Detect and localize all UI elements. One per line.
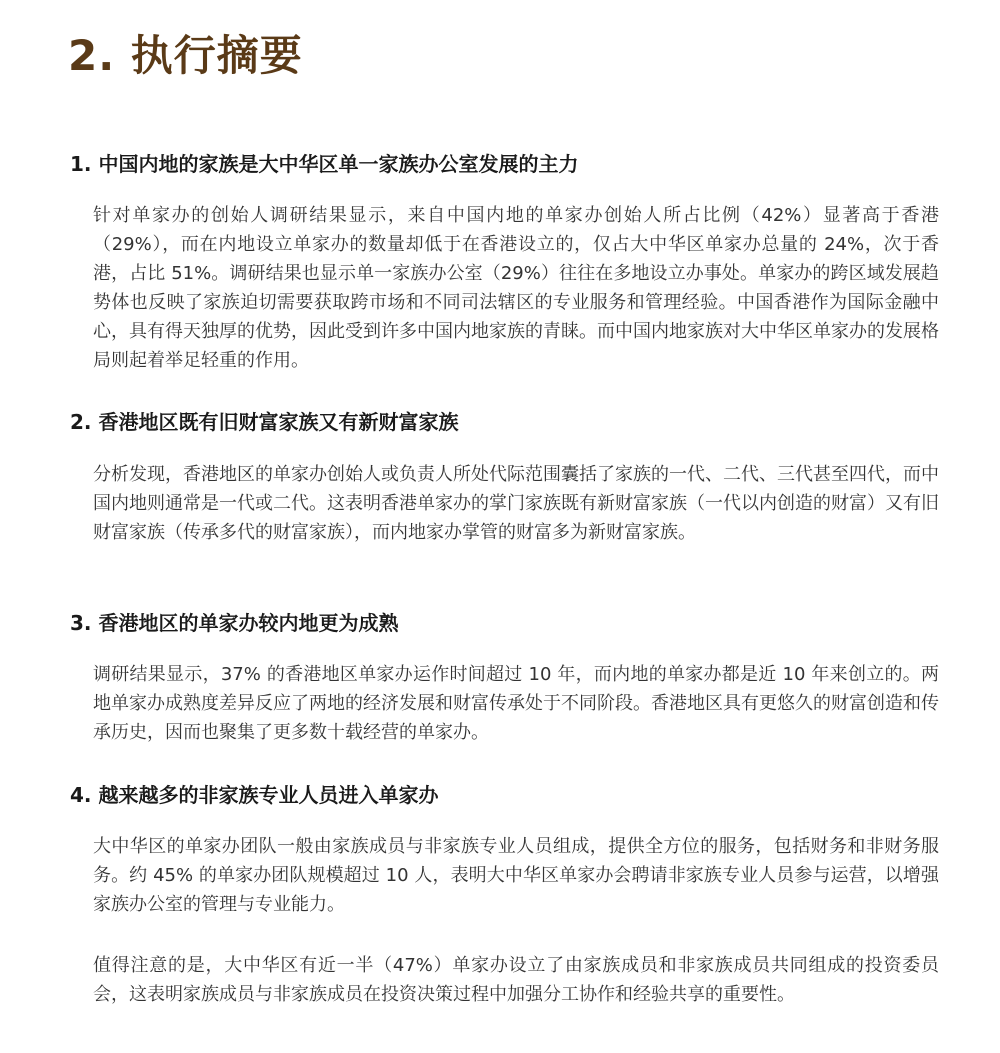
- section-4-paragraph-2: 值得注意的是，大中华区有近一半（47%）单家办设立了由家族成员和非家族成员共同组成的投资委员会，这表明家族成员与非家族成员在投资决策过程中加强分工协作和经验共享的重要性。: [93, 955, 939, 1005]
- section-heading-4: 4. 越来越多的非家族专业人员进入单家办: [70, 783, 439, 807]
- section-4-paragraph-1: 大中华区的单家办团队一般由家族成员与非家族专业人员组成，提供全方位的服务，包括财务和非财务服务。约 45% 的单家办团队规模超过 10 人，表明大中华区单家办会聘请非家族专业人员参与运营，以增强家族办公室的管理与专业能力。: [93, 836, 939, 915]
- section-heading-1: 1. 中国内地的家族是大中华区单一家族办公室发展的主力: [70, 152, 579, 176]
- section-heading-3: 3. 香港地区的单家办较内地更为成熟: [70, 611, 399, 635]
- section-1-paragraph: 针对单家办的创始人调研结果显示，来自中国内地的单家办创始人所占比例（42%）显著高于香港（29%），而在内地设立单家办的数量却低于在香港设立的，仅占大中华区单家办总量的 24%，次于香港，占比 51%。调研结果也显示单一家族办公室（29%）往往在多地设立办事处。单家办的跨区域发展趋势体也反映了家族迫切需要获取跨市场和不同司法辖区的专业服务和管理经验。中国香港作为国际金融中心，具有得天独厚的优势，因此受到许多中国内地家族的青睐。而中国内地家族对大中华区单家办的发展格局则起着举足轻重的作用。: [93, 205, 939, 371]
- section-2-paragraph: 分析发现，香港地区的单家办创始人或负责人所处代际范围囊括了家族的一代、二代、三代甚至四代，而中国内地则通常是一代或二代。这表明香港单家办的掌门家族既有新财富家族（一代以内创造的财富）又有旧财富家族（传承多代的财富家族），而内地家办掌管的财富多为新财富家族。: [93, 464, 939, 543]
- section-3-paragraph: 调研结果显示，37% 的香港地区单家办运作时间超过 10 年，而内地的单家办都是近 10 年来创立的。两地单家办成熟度差异反应了两地的经济发展和财富传承处于不同阶段。香港地区具有更悠久的财富创造和传承历史，因而也聚集了更多数十载经营的单家办。: [93, 664, 939, 743]
- section-heading-2: 2. 香港地区既有旧财富家族又有新财富家族: [70, 410, 459, 434]
- page-title: 2. 执行摘要: [68, 31, 303, 80]
